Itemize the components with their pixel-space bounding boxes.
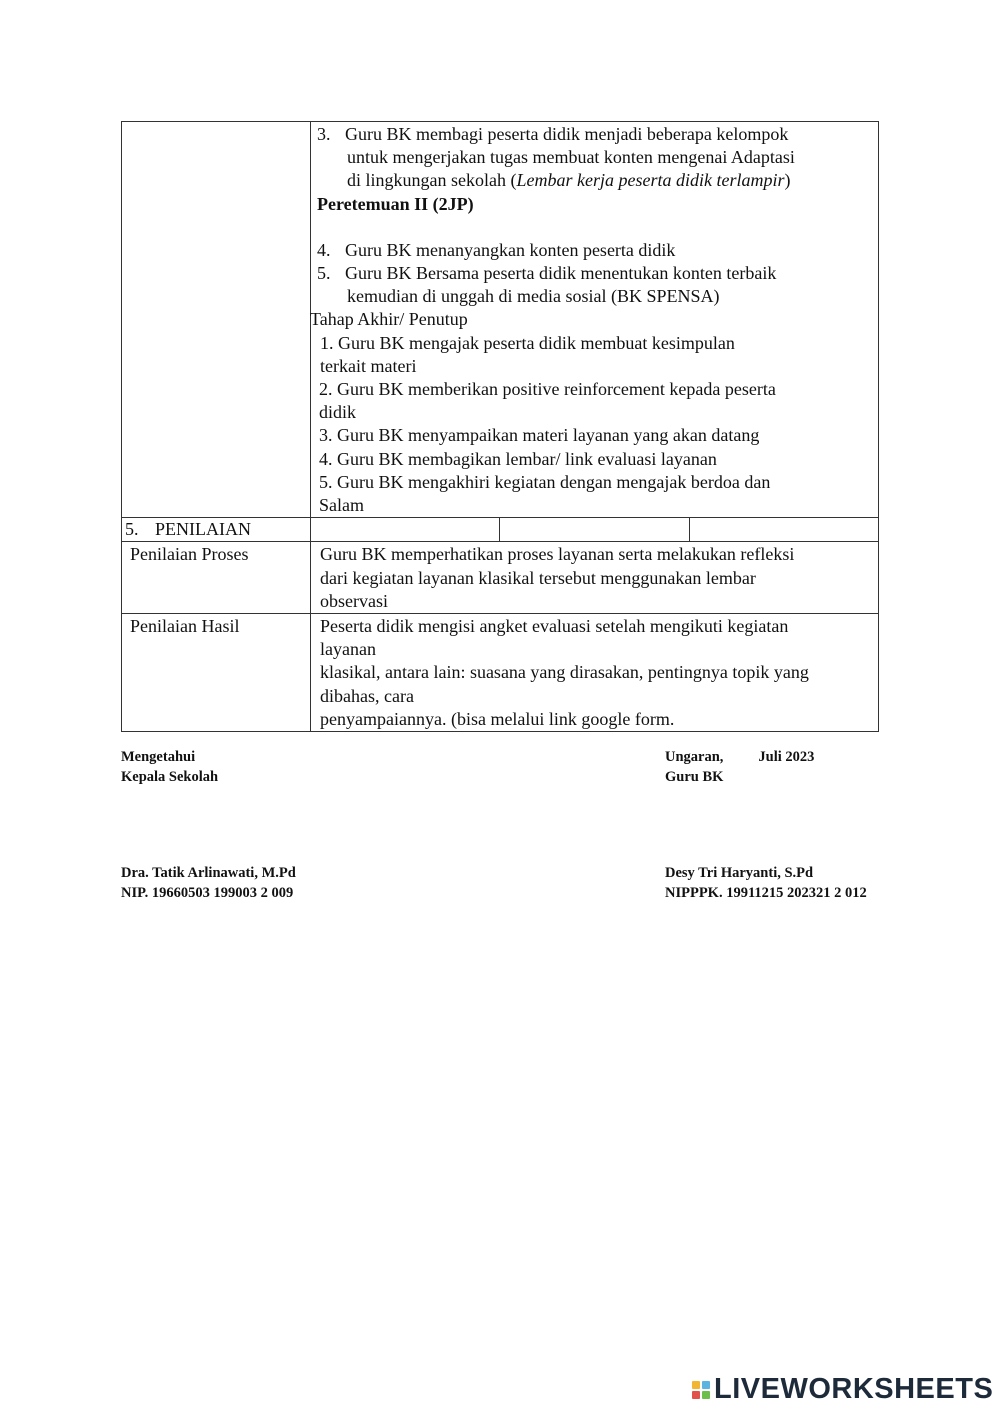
item-text-fragment: di lingkungan sekolah ( (347, 170, 517, 191)
closing-item: Salam (319, 495, 364, 516)
empty-cell (311, 518, 500, 542)
empty-cell (500, 518, 690, 542)
content-line: observasi (320, 590, 388, 611)
principal-name: Dra. Tatik Arlinawati, M.Pd (121, 865, 296, 881)
closing-item: 5. Guru BK mengakhiri kegiatan dengan mengajak berdoa dan (319, 471, 771, 492)
content-line: layanan (320, 639, 376, 660)
meeting-title: Peretemuan II (2JP) (317, 193, 474, 214)
content-line: Guru BK memperhatikan proses layanan serta melakukan refleksi (320, 544, 795, 565)
logo-square (702, 1391, 710, 1399)
item-number: 3. (317, 124, 331, 144)
item-text-continued (315, 169, 874, 192)
penilaian-proses-row (122, 542, 879, 614)
empty-cell (690, 518, 879, 542)
item-number: 5. (317, 263, 331, 284)
counselor-nip: NIPPPK. 19911215 202321 2 012 (665, 885, 867, 901)
closing-item: 4. Guru BK membagikan lembar/ link evaluasi layanan (319, 448, 717, 469)
penilaian-hasil-row (122, 614, 879, 732)
principal-role: Kepala Sekolah (121, 769, 219, 785)
logo-square (692, 1391, 700, 1399)
signature-right-header (665, 747, 814, 787)
penilaian-proses-content (311, 542, 879, 614)
closing-item: didik (319, 402, 357, 423)
activities-left-cell (122, 122, 311, 518)
penilaian-row (122, 518, 879, 542)
item-text: Guru BK membagi peserta didik menjadi beberapa kelompok (345, 124, 789, 144)
activities-row (122, 122, 879, 518)
signature-left-footer (121, 863, 296, 903)
logo-square (702, 1381, 710, 1389)
closing-stage-title: Tahap Akhir/ Penutup (310, 309, 468, 330)
penilaian-hasil-label: Penilaian Hasil (122, 614, 311, 732)
section-number: 5. (125, 519, 139, 540)
date: Juli 2023 (758, 749, 815, 765)
item-text: Guru BK menanyangkan konten peserta didik (345, 239, 676, 260)
place-date-line (665, 747, 814, 767)
content-line: dari kegiatan layanan klasikal tersebut menggunakan lembar (320, 567, 756, 588)
liveworksheets-logo-icon (692, 1381, 710, 1399)
logo-square (692, 1381, 700, 1389)
closing-item: terkait materi (320, 355, 417, 376)
item-text: Guru BK Bersama peserta didik menentukan konten terbaik (345, 263, 777, 284)
item-text-continued: untuk mengerjakan tugas membuat konten mengenai Adaptasi (347, 147, 795, 168)
content-line: klasikal, antara lain: suasana yang dirasakan, pentingnya topik yang (320, 662, 809, 683)
worksheet-reference: Lembar kerja peserta didik terlampir (516, 170, 785, 191)
spacer (315, 216, 874, 239)
activity-item-4 (315, 239, 874, 262)
lesson-plan-table (121, 121, 879, 732)
principal-nip: NIP. 19660503 199003 2 009 (121, 885, 294, 901)
signature-right-footer (665, 863, 867, 903)
place: Ungaran, (665, 749, 724, 765)
penilaian-hasil-content (311, 614, 879, 732)
item-number: 4. (317, 239, 331, 260)
liveworksheets-watermark (692, 1373, 993, 1406)
section-title: PENILAIAN (155, 519, 251, 540)
content-line: Peserta didik mengisi angket evaluasi setelah mengikuti kegiatan (320, 616, 789, 637)
counselor-name: Desy Tri Haryanti, S.Pd (665, 865, 814, 881)
acknowledged-label: Mengetahui (121, 749, 196, 765)
counselor-role: Guru BK (665, 769, 724, 785)
closing-item: 3. Guru BK menyampaikan materi layanan yang akan datang (319, 425, 760, 446)
content-line: penyampaiannya. (bisa melalui link google form. (320, 708, 675, 729)
closing-item: 1. Guru BK mengajak peserta didik membuat kesimpulan (320, 332, 735, 353)
penilaian-proses-label: Penilaian Proses (122, 542, 311, 614)
activities-content-cell (311, 122, 879, 518)
penilaian-header (122, 518, 311, 542)
activity-item-5 (315, 262, 874, 285)
item-text-fragment: ) (784, 170, 791, 191)
activity-item-3 (315, 123, 874, 146)
closing-item: 2. Guru BK memberikan positive reinforcement kepada peserta (319, 379, 776, 400)
liveworksheets-logo-text: LIVEWORKSHEETS (714, 1373, 994, 1405)
content-line: dibahas, cara (320, 685, 414, 706)
signature-left-header (121, 747, 218, 787)
item-text-continued: kemudian di unggah di media sosial (BK SPENSA) (347, 286, 720, 307)
